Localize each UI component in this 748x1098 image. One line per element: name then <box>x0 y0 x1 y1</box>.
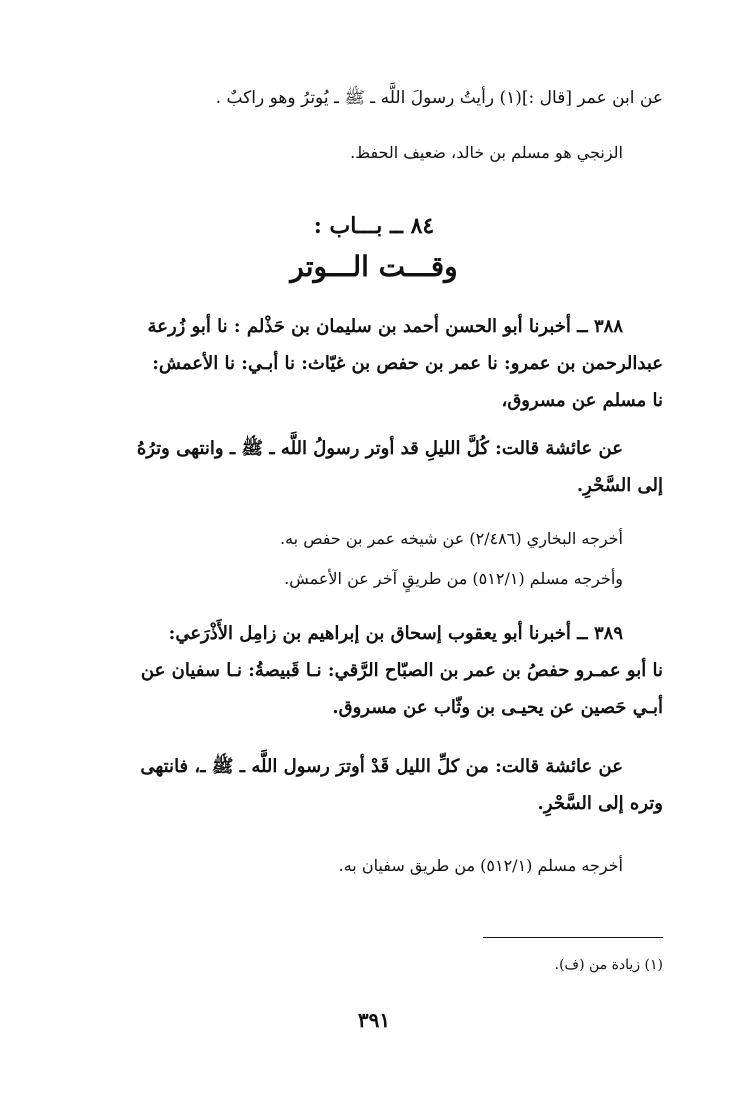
hadith-389-isnad <box>85 625 663 717</box>
footnote-divider <box>483 937 663 938</box>
takhrij-388 <box>85 531 663 587</box>
text-line: عبدالرحمن بن عمرو: نا عمر بن حفص بن غيّاث: نا أبـي: نا الأعمش: <box>152 353 663 374</box>
hadith-389-matn <box>85 758 663 813</box>
top-text-2 <box>85 145 663 161</box>
hadith-388-isnad <box>85 318 663 410</box>
footnote-text: (١) زيادة من (ف). <box>554 957 663 973</box>
note-line: وأخرجه مسلم (٥١٢/١) من طريقٍ آخر عن الأعمش. <box>284 569 623 588</box>
text-line: إلى السَّحْرِ. <box>576 475 663 496</box>
footnote <box>85 958 663 972</box>
takhrij-389 <box>85 858 663 874</box>
text-line: أبـي حَصين عن يحيـى بن وثّاب عن مسروق. <box>332 697 663 718</box>
page-number: ٣٩١ <box>357 1008 391 1032</box>
text-line: نا مسلم عن مسروق، <box>501 390 663 411</box>
text-line: عن عائشة قالت: من كلِّ الليل قَدْ أوترَ رسول اللَّه ـ ﷺ ـ، فانتهى <box>140 756 623 777</box>
chapter-title: وقـــت الـــوتر <box>290 250 458 283</box>
text-line: عن عائشة قالت: كُلَّ الليلِ قد أوتر رسولُ اللَّه ـ ﷺ ـ وانتهى وترُهُ <box>136 438 623 459</box>
top-text <box>85 90 663 107</box>
chapter-number: ٨٤ ــ بـــاب : <box>313 213 435 239</box>
text-line: وتره إلى السَّحْرِ. <box>537 793 663 814</box>
text-line: ٣٨٨ ــ أخبرنا أبو الحسن أحمد بن سليمان بن حَذْلم : نا أبو زُرعة <box>147 316 623 337</box>
note-line: أخرجه مسلم (٥١٢/١) من طريق سفيان به. <box>338 856 623 875</box>
note-line: الزنجي هو مسلم بن خالد، ضعيف الحفظ. <box>350 143 623 162</box>
note-line: أخرجه البخاري (٢/٤٨٦) عن شيخه عمر بن حفص به. <box>279 529 623 548</box>
hadith-388-matn <box>85 440 663 495</box>
text-line: عن ابن عمر [قال :](١) رأيتُ رسولَ اللَّه ـ ﷺ ـ يُوترُ وهو راكبٌ . <box>215 88 663 108</box>
text-line: ٣٨٩ ــ أخبرنا أبو يعقوب إسحاق بن إبراهيم بن زامِل الأَذْرَعي: <box>168 623 623 644</box>
text-line: نا أبو عمـرو حفصُ بن عمر بن الصبّاح الرَّقي: نـا قَبيصةُ: نـا سفيان عن <box>140 660 663 681</box>
